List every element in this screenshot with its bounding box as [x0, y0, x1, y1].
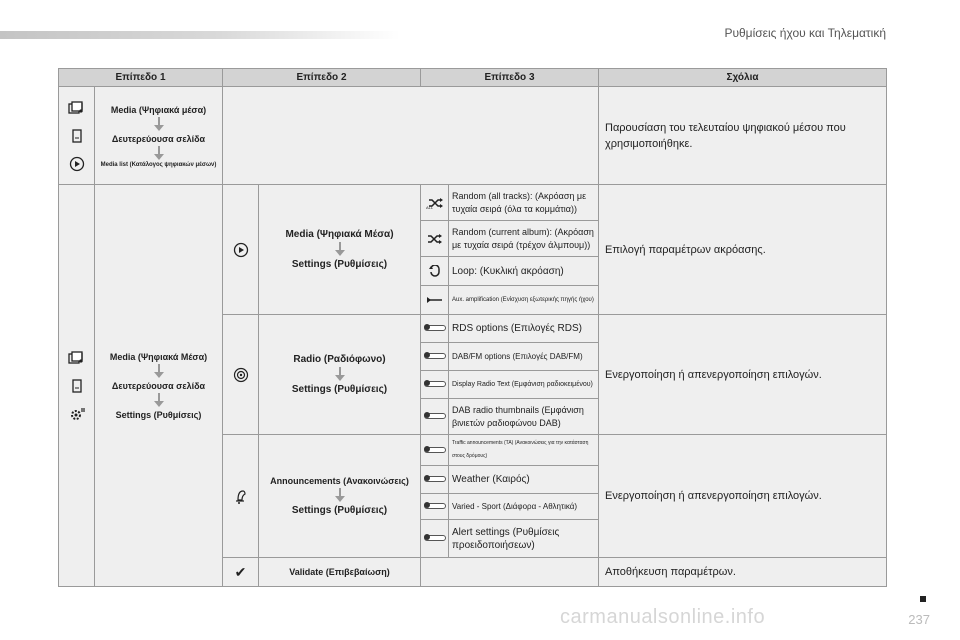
shuffle-icon: [421, 225, 448, 253]
icon-cell: [223, 435, 259, 558]
toggle-icon[interactable]: [424, 381, 446, 387]
comment-cell: [599, 185, 887, 315]
option-cell[interactable]: [449, 257, 599, 286]
option-dab-fm[interactable]: DAB/FM options (Επιλογές DAB/FM): [452, 352, 583, 361]
level1-cell: [95, 185, 223, 587]
toggle-icon[interactable]: [424, 325, 446, 331]
option-aux-amplification[interactable]: Aux. amplification (Ενίσχυση εξωτερικής πηγής ήχου): [452, 296, 594, 303]
toggle-icon[interactable]: [424, 447, 446, 453]
icon-cell: [421, 185, 449, 221]
comment-text: Ενεργοποίηση ή απενεργοποίηση επιλογών.: [605, 490, 822, 502]
loop-icon: [421, 257, 448, 285]
icon-cell: [59, 87, 95, 185]
toggle-icon[interactable]: [424, 353, 446, 359]
comment-cell: [599, 87, 887, 185]
comment-text: Ενεργοποίηση ή απενεργοποίηση επιλογών.: [605, 368, 822, 381]
option-traffic-announcements[interactable]: Traffic announcements (TA) (Ανακοινώσεις για την κατάσταση στους δρόμους): [452, 440, 589, 459]
down-arrow-icon: [335, 488, 345, 503]
option-cell[interactable]: [449, 185, 599, 221]
level2-settings-label: Settings (Ρυθμίσεις): [291, 259, 388, 270]
toggle-icon[interactable]: [424, 535, 446, 541]
icon-cell: [421, 257, 449, 286]
down-arrow-icon: [154, 117, 164, 132]
play-circle-icon: [223, 236, 258, 264]
option-cell[interactable]: [449, 371, 599, 399]
level2-cell: [259, 435, 421, 558]
level2-media-label: Media (Ψηφιακά Μέσα): [285, 229, 394, 240]
down-arrow-icon: [154, 364, 164, 379]
level2-settings-label: Settings (Ρυθμίσεις): [291, 384, 388, 395]
icon-cell: [421, 520, 449, 558]
level2-cell: [259, 315, 421, 435]
level1-secondary-page-label: Δευτερεύουσα σελίδα: [111, 380, 206, 391]
down-arrow-icon: [154, 393, 164, 408]
bullet-marker: [920, 596, 926, 602]
option-dab-thumbnails[interactable]: DAB radio thumbnails (Εμφάνιση βινιετών ραδιοφώνου DAB): [452, 404, 584, 428]
icon-cell: [421, 435, 449, 466]
down-arrow-icon: [335, 367, 345, 382]
icon-cell: [421, 343, 449, 371]
option-cell[interactable]: [449, 435, 599, 466]
option-display-radio-text[interactable]: Display Radio Text (Εμφάνιση ραδιοκειμένου): [452, 381, 593, 388]
toggle-icon[interactable]: [424, 413, 446, 419]
down-arrow-icon: [154, 146, 164, 161]
aux-icon: [421, 286, 448, 314]
level1-settings-label: Settings (Ρυθμίσεις): [115, 409, 202, 420]
comment-text: Παρουσίαση του τελευταίου ψηφιακού μέσου που χρησιμοποιήθηκε.: [605, 121, 846, 150]
icon-cell: [59, 185, 95, 587]
copy-music-icon: [59, 94, 94, 122]
comment-text: Επιλογή παραμέτρων ακρόασης.: [605, 243, 766, 256]
option-alert-settings[interactable]: Alert settings (Ρυθμίσεις προειδοποιήσεων): [452, 526, 560, 551]
option-cell[interactable]: [449, 494, 599, 520]
bell-icon: [223, 482, 258, 510]
toggle-icon[interactable]: [424, 503, 446, 509]
comment-cell: [599, 558, 887, 587]
option-random-album[interactable]: Random (current album): (Ακρόαση με τυχαία σειρά (τρέχον άλμπουμ)): [452, 226, 594, 250]
play-circle-icon: [59, 150, 94, 178]
option-cell[interactable]: [449, 466, 599, 494]
icon-cell: [223, 558, 259, 587]
level1-cell: [95, 87, 223, 185]
gear-icon: [59, 400, 94, 428]
table-row: [59, 87, 887, 185]
option-cell[interactable]: [449, 221, 599, 257]
icon-cell: [421, 494, 449, 520]
table-header-row: [59, 69, 887, 87]
empty-cell: [223, 87, 599, 185]
column-header-level2: Επίπεδο 2: [223, 69, 421, 87]
option-rds[interactable]: RDS options (Επιλογές RDS): [452, 323, 582, 334]
comment-cell: [599, 435, 887, 558]
level2-announcements-label: Announcements (Ανακοινώσεις): [270, 476, 409, 486]
watermark: carmanualsonline.info: [560, 606, 766, 628]
option-varied-sport[interactable]: Varied - Sport (Διάφορα - Αθλητικά): [452, 502, 578, 511]
option-weather[interactable]: Weather (Καιρός): [452, 474, 530, 485]
check-icon[interactable]: ✔: [234, 563, 247, 580]
option-random-all[interactable]: Random (all tracks): (Ακρόαση με τυχαία σειρά (όλα τα κομμάτια)): [452, 190, 587, 214]
icon-cell: [223, 185, 259, 315]
page-icon: [59, 372, 94, 400]
level1-media-list-label: Media list (Κατάλογος ψηφιακών μέσων): [100, 161, 217, 168]
table-row: [59, 185, 887, 221]
icon-cell: [421, 286, 449, 315]
level2-radio-label: Radio (Ραδιόφωνο): [293, 354, 386, 365]
column-header-comments: Σχόλια: [599, 69, 887, 87]
option-cell[interactable]: [449, 286, 599, 315]
icon-cell: [421, 466, 449, 494]
icon-cell: [421, 221, 449, 257]
level1-secondary-page-label: Δευτερεύουσα σελίδα: [111, 133, 206, 144]
level1-media-label: Media (Ψηφιακά Μέσα): [109, 351, 208, 362]
option-loop[interactable]: Loop: (Κυκλική ακρόαση): [452, 265, 564, 277]
icon-cell: [223, 315, 259, 435]
radio-icon: [223, 361, 258, 389]
column-header-level3: Επίπεδο 3: [421, 69, 599, 87]
comment-text: Αποθήκευση παραμέτρων.: [605, 566, 736, 578]
page-icon: [59, 122, 94, 150]
comment-cell: [599, 315, 887, 435]
down-arrow-icon: [335, 242, 345, 257]
empty-cell: [421, 558, 599, 587]
shuffle-all-icon: [421, 189, 448, 217]
header-bar: [0, 31, 400, 39]
level1-media-label: Media (Ψηφιακά μέσα): [110, 104, 207, 115]
option-cell[interactable]: [449, 520, 599, 558]
page-header-title: Ρυθμίσεις ήχου και Τηλεματική: [724, 26, 886, 40]
column-header-level1: Επίπεδο 1: [59, 69, 223, 87]
validate-label[interactable]: Validate (Επιβεβαίωση): [289, 567, 390, 577]
option-cell[interactable]: [449, 343, 599, 371]
icon-cell: [421, 371, 449, 399]
settings-table: [58, 68, 887, 587]
level2-settings-label: Settings (Ρυθμίσεις): [291, 505, 388, 516]
icon-cell: [421, 399, 449, 435]
option-cell[interactable]: [449, 315, 599, 343]
icon-cell: [421, 315, 449, 343]
svg-text:ALL: ALL: [425, 204, 433, 209]
toggle-icon[interactable]: [424, 476, 446, 482]
level2-cell: [259, 558, 421, 587]
copy-music-icon: [59, 344, 94, 372]
option-cell[interactable]: [449, 399, 599, 435]
level2-cell: [259, 185, 421, 315]
page-number: 237: [908, 612, 930, 627]
